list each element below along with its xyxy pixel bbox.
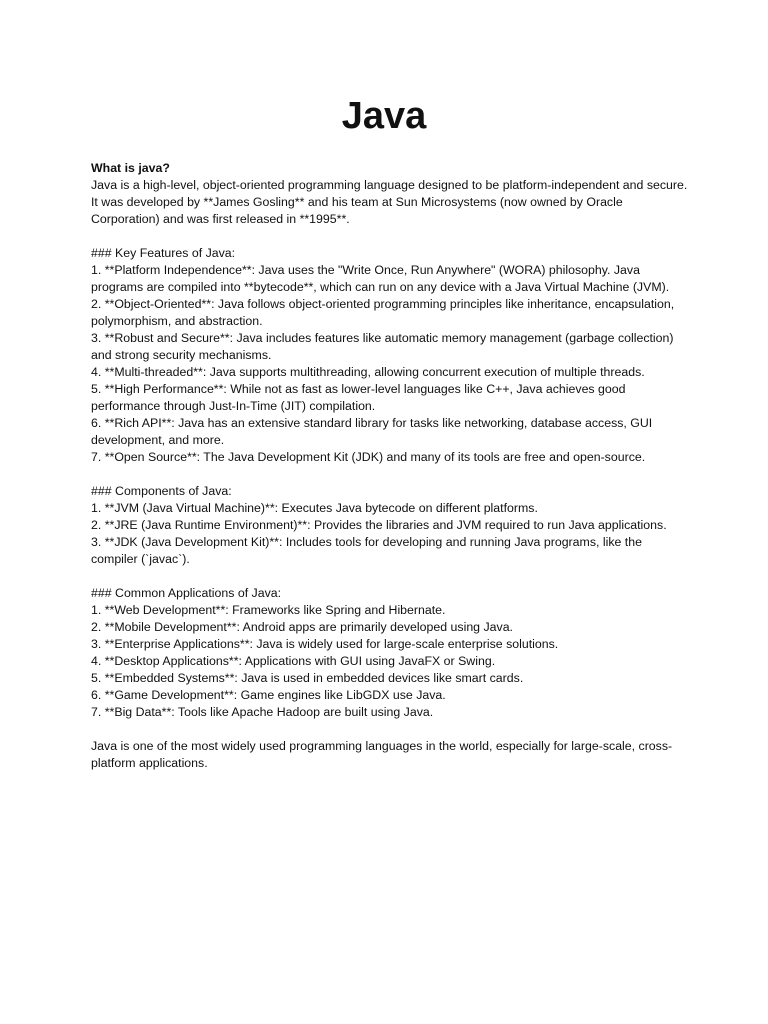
spacer: [91, 568, 691, 585]
list-item: 2. **JRE (Java Runtime Environment)**: Provides the libraries and JVM required to run Java applications.: [91, 518, 667, 532]
intro-paragraph: Java is a high-level, object-oriented programming language designed to be platform-independent and secure. It was developed by **James Gosling** and his team at Sun Microsystems (now owned by Oracle Corporation) and was first released in **1995**.: [91, 178, 688, 226]
list-item: 5. **High Performance**: While not as fast as lower-level languages like C++, Java achieves good performance through Just-In-Time (JIT) compilation.: [91, 382, 626, 413]
intro-section: [91, 160, 691, 228]
intro-question: What is java?: [91, 161, 170, 175]
list-item: 6. **Rich API**: Java has an extensive standard library for tasks like networking, database access, GUI development, and more.: [91, 416, 653, 447]
list-item: 2. **Mobile Development**: Android apps are primarily developed using Java.: [91, 620, 513, 634]
key-features-section: [91, 245, 691, 466]
list-item: 1. **JVM (Java Virtual Machine)**: Executes Java bytecode on different platforms.: [91, 501, 538, 515]
list-item: 2. **Object-Oriented**: Java follows object-oriented programming principles like inheritance, encapsulation, polymorphism, and abstraction.: [91, 297, 675, 328]
spacer: [91, 721, 691, 738]
spacer: [91, 228, 691, 245]
key-features-heading: ### Key Features of Java:: [91, 246, 236, 260]
list-item: 3. **Enterprise Applications**: Java is widely used for large-scale enterprise solutions.: [91, 637, 559, 651]
list-item: 6. **Game Development**: Game engines like LibGDX use Java.: [91, 688, 446, 702]
applications-heading: ### Common Applications of Java:: [91, 586, 282, 600]
list-item: 5. **Embedded Systems**: Java is used in embedded devices like smart cards.: [91, 671, 524, 685]
list-item: 7. **Open Source**: The Java Development Kit (JDK) and many of its tools are free and open-source.: [91, 450, 646, 464]
list-item: 4. **Multi-threaded**: Java supports multithreading, allowing concurrent execution of multiple threads.: [91, 365, 645, 379]
document-body: [91, 160, 691, 772]
applications-section: [91, 585, 691, 721]
list-item: 3. **JDK (Java Development Kit)**: Includes tools for developing and running Java programs, like the compiler (`javac`).: [91, 535, 642, 566]
list-item: 1. **Platform Independence**: Java uses the "Write Once, Run Anywhere" (WORA) philosophy. Java programs are compiled into **bytecode**, which can run on any device with a Java Virtual Machine (JVM).: [91, 263, 670, 294]
conclusion-paragraph: Java is one of the most widely used programming languages in the world, especially for large-scale, cross-platform applications.: [91, 739, 673, 770]
conclusion-section: [91, 738, 691, 772]
document-title: Java: [341, 95, 427, 137]
list-item: 4. **Desktop Applications**: Applications with GUI using JavaFX or Swing.: [91, 654, 496, 668]
list-item: 7. **Big Data**: Tools like Apache Hadoop are built using Java.: [91, 705, 434, 719]
list-item: 3. **Robust and Secure**: Java includes features like automatic memory management (garbage collection) and strong security mechanisms.: [91, 331, 674, 362]
components-heading: ### Components of Java:: [91, 484, 232, 498]
spacer: [91, 466, 691, 483]
list-item: 1. **Web Development**: Frameworks like Spring and Hibernate.: [91, 603, 446, 617]
components-section: [91, 483, 691, 568]
